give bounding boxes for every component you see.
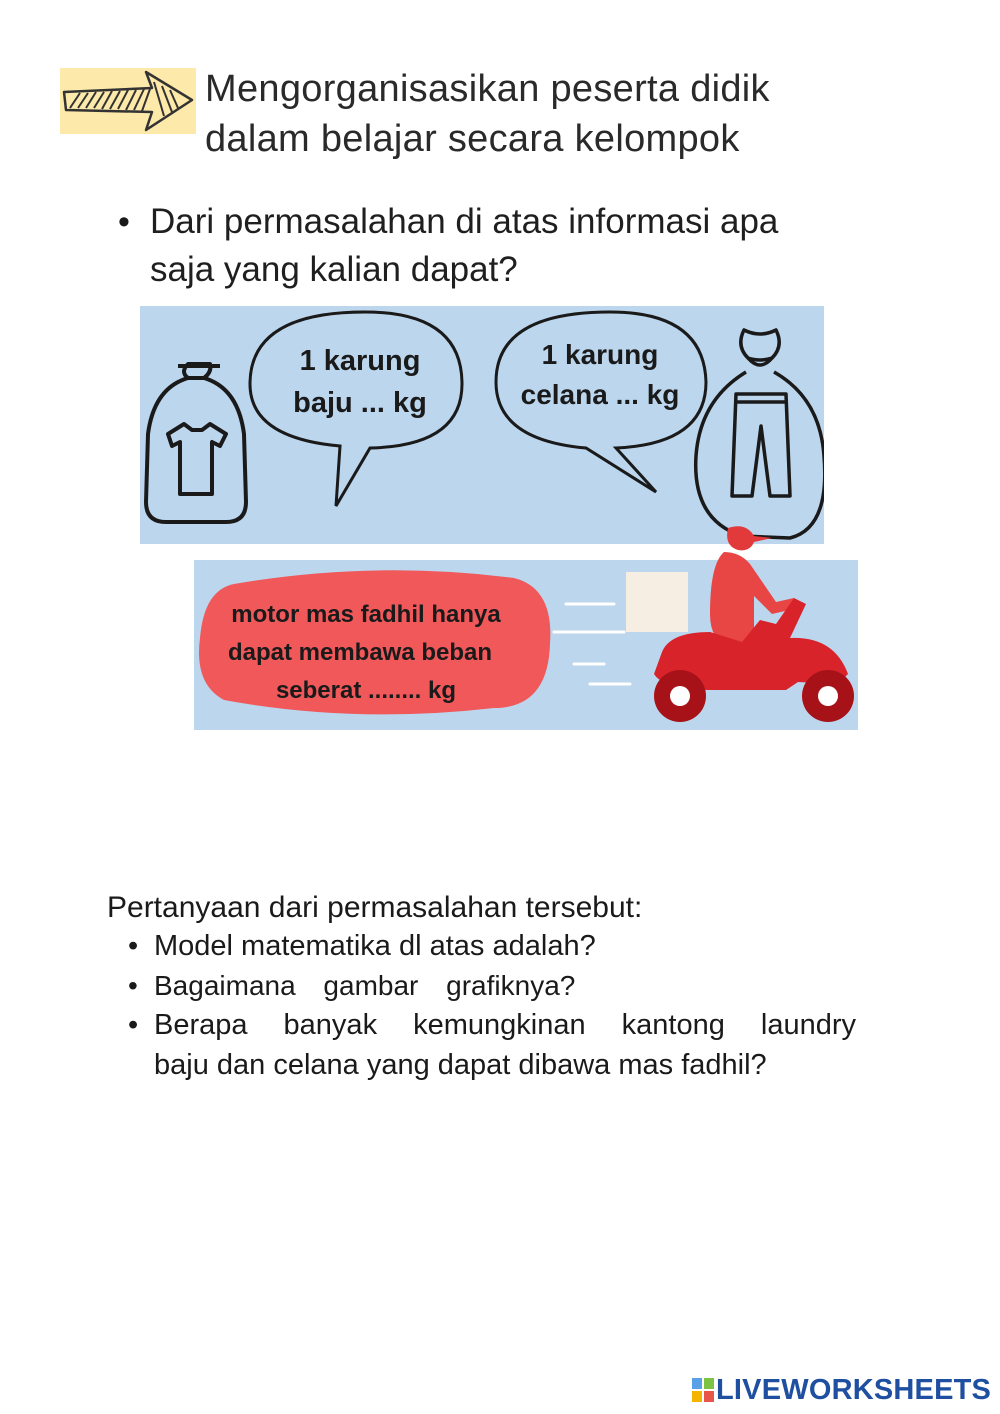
list-item-line-1: Berapa banyak kemungkinan kantong laundry <box>154 1009 856 1041</box>
heading-line-1: Mengorganisasikan peserta didik <box>205 68 770 110</box>
list-item-line-2: baju dan celana yang dapat dibawa mas fadhil? <box>154 1049 767 1081</box>
heading-line-2: dalam belajar secara kelompok <box>205 118 740 160</box>
question-bullet: • <box>118 203 130 241</box>
motor-note-line-2: dapat membawa beban <box>227 639 493 666</box>
list-bullet: • <box>128 930 139 962</box>
questions-title: Pertanyaan dari permasalahan tersebut: <box>107 891 643 924</box>
liveworksheets-logo-icon <box>692 1378 714 1402</box>
arrow-icon <box>60 68 196 134</box>
list-bullet: • <box>128 1009 139 1041</box>
list-bullet: • <box>128 970 138 1001</box>
question-line-1: Dari permasalahan di atas informasi apa <box>150 202 779 241</box>
motor-note-line-3: seberat ........ kg <box>275 677 457 704</box>
question-line-2: saja yang kalian dapat? <box>150 250 518 289</box>
bubble-pants-line-2: celana ... kg <box>520 379 680 410</box>
bubble-shirt-line-1: 1 karung <box>299 345 421 377</box>
bubble-pants-line-1: 1 karung <box>541 339 659 370</box>
motor-note-line-1: motor mas fadhil hanya <box>231 601 501 628</box>
list-item <box>128 926 858 966</box>
brand-name: LIVEWORKSHEETS <box>716 1374 992 1406</box>
laundry-sacks-illustration <box>140 306 824 544</box>
bubble-shirt-line-2: baju ... kg <box>293 387 427 419</box>
list-item-text: Bagaimana gambar grafiknya? <box>154 970 576 1001</box>
list-item-text: Model matematika dl atas adalah? <box>154 930 596 962</box>
motor-capacity-note <box>199 570 550 714</box>
main-question <box>150 198 870 294</box>
delivery-scooter-illustration <box>194 524 858 730</box>
page-heading <box>205 64 770 164</box>
list-item-text <box>154 1005 856 1085</box>
list-item <box>128 1005 858 1087</box>
list-item <box>128 966 858 1006</box>
